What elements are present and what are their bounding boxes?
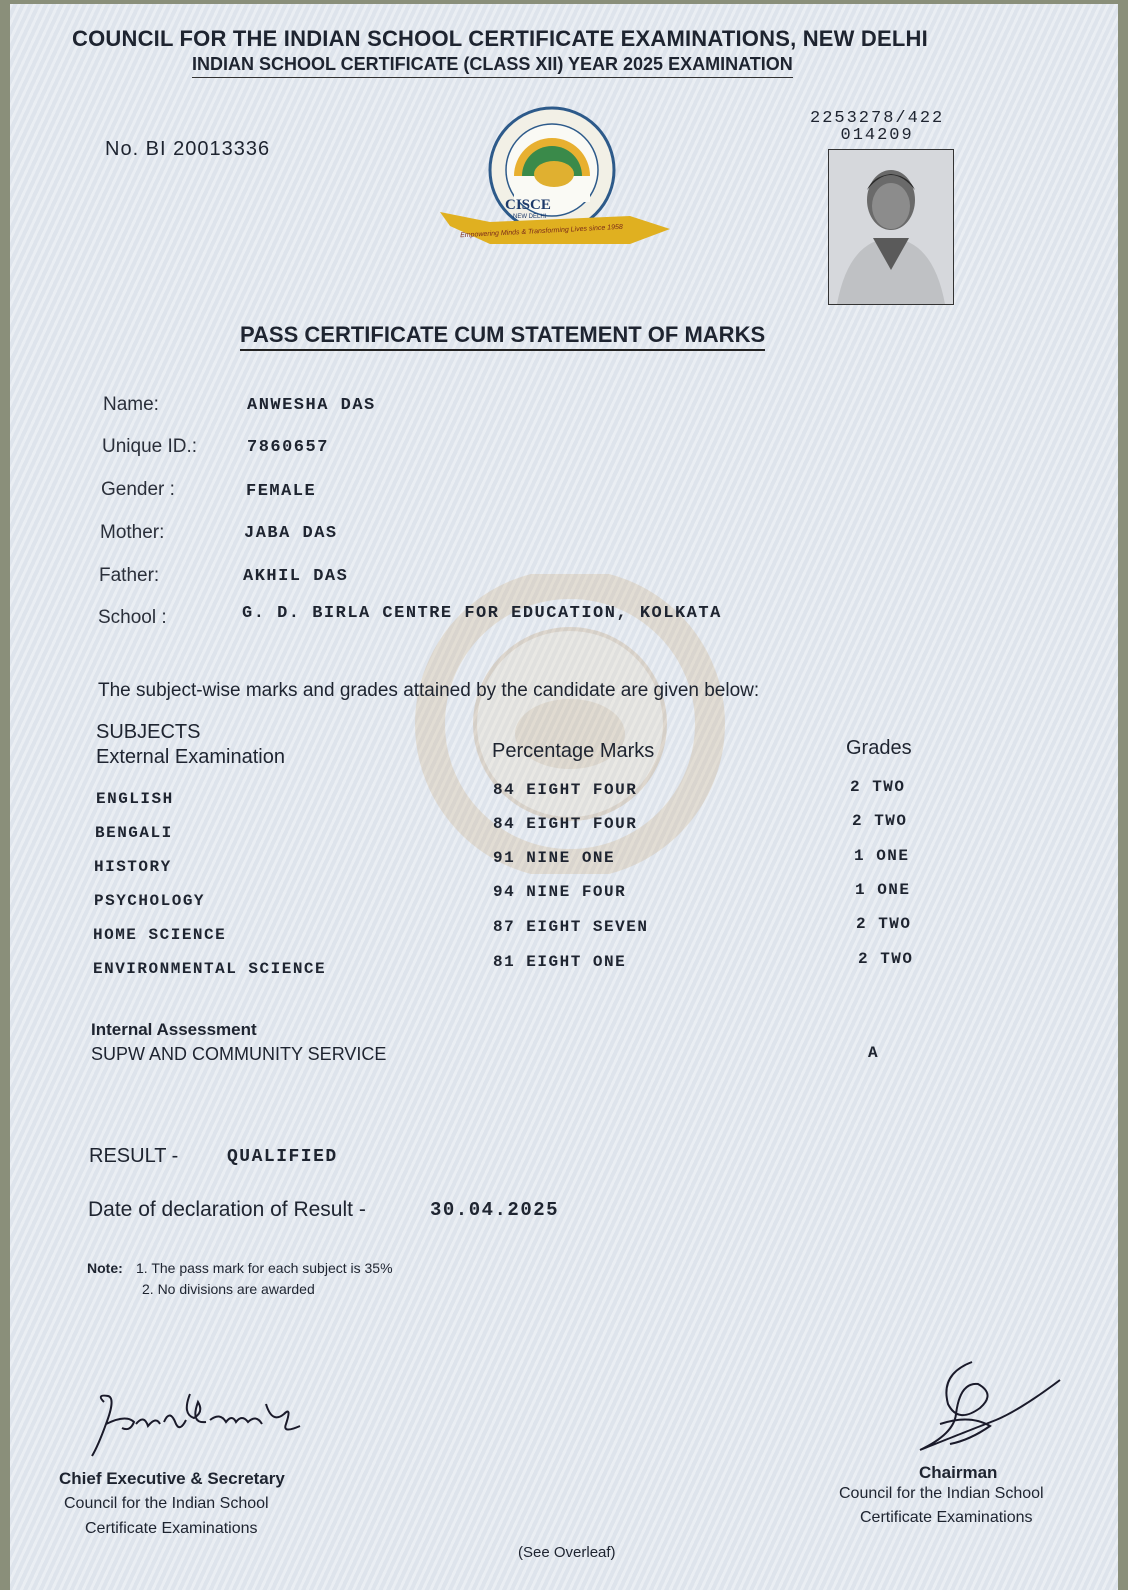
subject-name: PSYCHOLOGY (94, 892, 206, 910)
council-heading: COUNCIL FOR THE INDIAN SCHOOL CERTIFICATE EXAMINATIONS, NEW DELHI (72, 26, 928, 51)
subject-grade: 2 TWO (850, 778, 906, 796)
secretary-signature-icon (86, 1384, 306, 1464)
serial-line-2: 014209 (840, 126, 914, 145)
external-heading: External Examination (96, 746, 285, 768)
chairman-title: Chairman (919, 1463, 998, 1482)
subject-grade: 1 ONE (854, 847, 910, 865)
name-label: Name: (103, 394, 159, 415)
unique-id-label: Unique ID.: (102, 436, 198, 457)
school-label: School : (98, 607, 167, 628)
result-label: RESULT - (89, 1145, 179, 1167)
chairman-council-line2: Certificate Examinations (860, 1509, 1033, 1526)
subject-grade: 2 TWO (858, 950, 914, 968)
subject-name: HOME SCIENCE (93, 926, 227, 944)
secretary-council-line2: Certificate Examinations (85, 1520, 258, 1537)
serial-line-1: 2253278/422 (810, 109, 945, 128)
logo-city: NEW DELHI (513, 214, 547, 220)
unique-id-value: 7860657 (247, 438, 329, 457)
school-value: G. D. BIRLA CENTRE FOR EDUCATION, KOLKATA (242, 604, 722, 623)
note-2: 2. No divisions are awarded (142, 1281, 315, 1297)
declaration-label: Date of declaration of Result - (88, 1198, 366, 1221)
subject-grade: 1 ONE (855, 881, 911, 899)
declaration-date: 30.04.2025 (430, 1199, 560, 1221)
chairman-signature-icon (900, 1354, 1070, 1464)
gender-label: Gender : (101, 479, 175, 500)
serial-number (810, 110, 944, 144)
subject-name: ENVIRONMENTAL SCIENCE (93, 960, 327, 978)
chairman-council-line1: Council for the Indian School (839, 1485, 1044, 1502)
subject-grade: 2 TWO (852, 812, 908, 830)
logo-text: CISCE (505, 197, 551, 213)
subject-marks: 81 EIGHT ONE (493, 953, 627, 971)
note-label: Note: (87, 1260, 123, 1276)
name-value: ANWESHA DAS (247, 396, 376, 415)
subject-name: BENGALI (95, 824, 173, 842)
result-value: QUALIFIED (227, 1147, 338, 1167)
father-value: AKHIL DAS (243, 567, 349, 586)
secretary-council-line1: Council for the Indian School (64, 1495, 269, 1512)
subjects-heading: SUBJECTS (96, 721, 201, 743)
candidate-photo (828, 149, 954, 305)
internal-grade: A (868, 1044, 880, 1062)
marks-heading: Percentage Marks (492, 740, 655, 762)
mother-value: JABA DAS (244, 524, 338, 543)
logo-ribbon: Empowering Minds & Transforming Lives since 1958 (459, 223, 623, 240)
marks-intro: The subject-wise marks and grades attained by the candidate are given below: (98, 680, 760, 701)
mother-label: Mother: (100, 522, 165, 543)
subject-marks: 94 NINE FOUR (493, 883, 627, 901)
internal-heading: Internal Assessment (91, 1020, 257, 1039)
subject-marks: 84 EIGHT FOUR (493, 815, 638, 833)
cisce-logo-icon (430, 104, 680, 264)
father-label: Father: (99, 565, 160, 586)
certificate-page (10, 4, 1118, 1590)
subject-name: ENGLISH (96, 790, 174, 808)
see-overleaf: (See Overleaf) (518, 1544, 616, 1561)
grades-heading: Grades (846, 737, 912, 759)
subject-grade: 2 TWO (856, 915, 912, 933)
subject-marks: 91 NINE ONE (493, 849, 616, 867)
subject-name: HISTORY (94, 858, 172, 876)
secretary-title: Chief Executive & Secretary (59, 1469, 285, 1488)
exam-heading: INDIAN SCHOOL CERTIFICATE (CLASS XII) YEAR 2025 EXAMINATION (192, 54, 793, 78)
certificate-title: PASS CERTIFICATE CUM STATEMENT OF MARKS (240, 322, 765, 351)
subject-marks: 84 EIGHT FOUR (493, 781, 638, 799)
certificate-number: No. BI 20013336 (105, 138, 271, 160)
note-1: 1. The pass mark for each subject is 35% (136, 1260, 393, 1276)
internal-subject: SUPW AND COMMUNITY SERVICE (91, 1044, 387, 1064)
person-photo-icon (829, 150, 953, 304)
gender-value: FEMALE (246, 482, 317, 501)
subject-marks: 87 EIGHT SEVEN (493, 918, 649, 936)
